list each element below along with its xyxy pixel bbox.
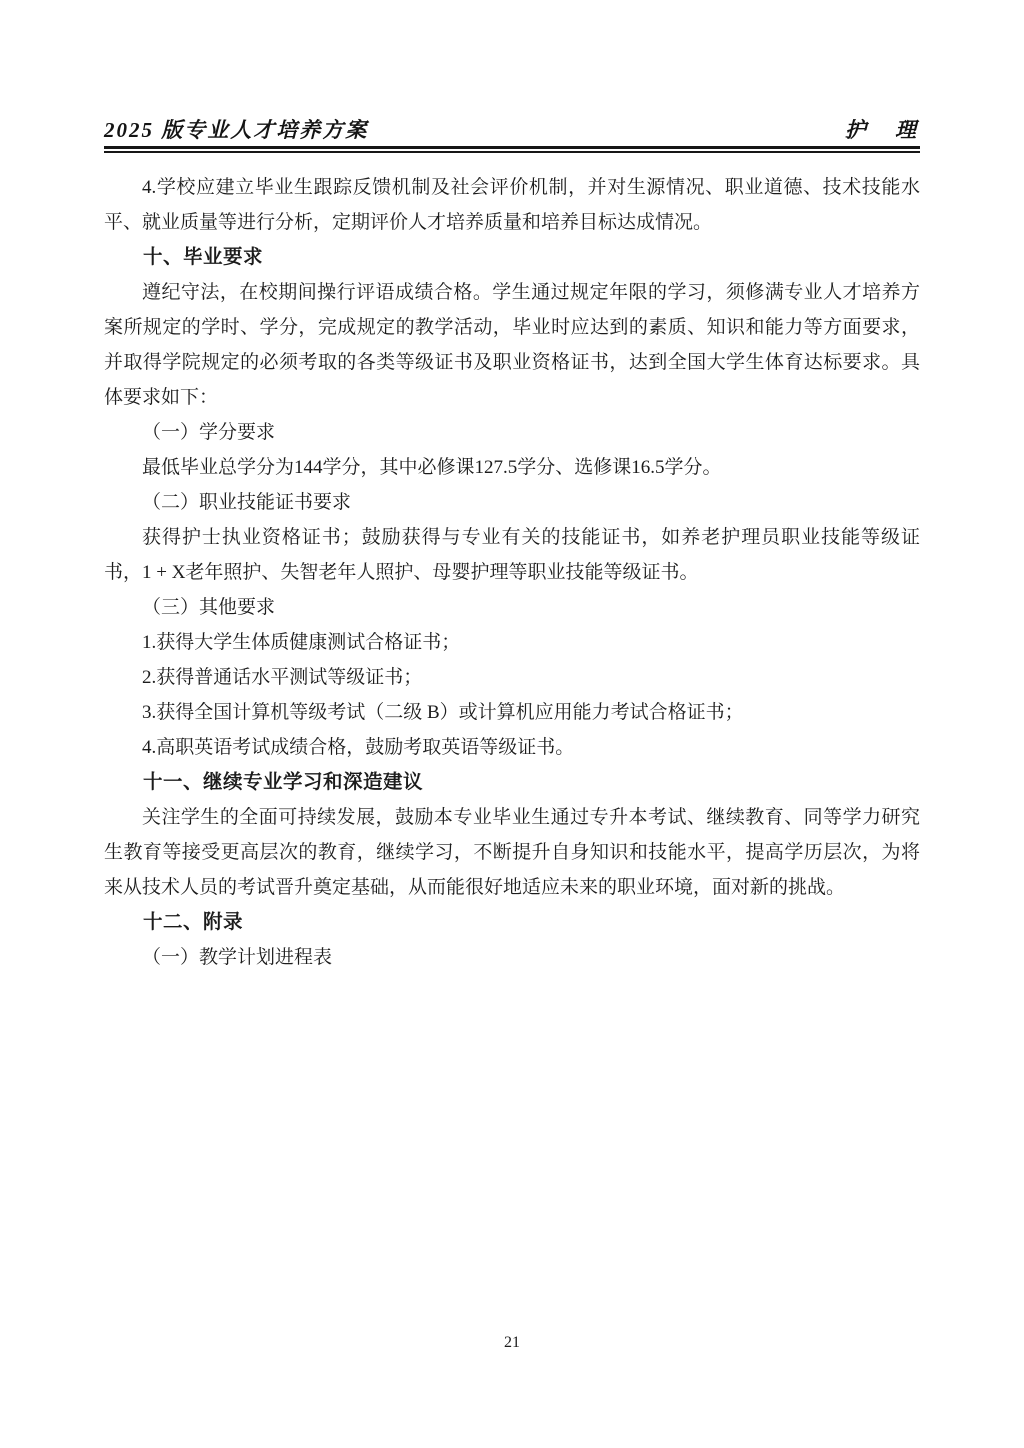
section-heading: 十、毕业要求 bbox=[143, 246, 264, 268]
section-heading: 十二、附录 bbox=[143, 911, 244, 933]
page-header bbox=[104, 114, 920, 144]
body-paragraph: 最低毕业总学分为144学分，其中必修课127.5学分、选修课16.5学分。 bbox=[142, 457, 722, 478]
header-rule-thick-line bbox=[104, 146, 920, 149]
document-content bbox=[104, 170, 920, 975]
body-paragraph: 2.获得普通话水平测试等级证书； bbox=[142, 667, 423, 688]
body-paragraph: 关注学生的全面可持续发展，鼓励本专业毕业生通过专升本考试、继续教育、同等学力研究生教育等接受更高层次的教育，继续学习，不断提升自身知识和技能水平，提高学历层次，为将来从技术人员的考试晋升奠定基础，从而能很好地适应未来的职业环境，面对新的挑战。 bbox=[104, 807, 920, 898]
section-heading: 十一、继续专业学习和深造建议 bbox=[143, 771, 424, 793]
body-paragraph: 获得护士执业资格证书；鼓励获得与专业有关的技能证书，如养老护理员职业技能等级证书，1 + X老年照护、失智老年人照护、母婴护理等职业技能等级证书。 bbox=[104, 527, 920, 583]
body-paragraph: （一）教学计划进程表 bbox=[142, 947, 333, 968]
body-paragraph: （一）学分要求 bbox=[142, 422, 276, 443]
page-footer bbox=[0, 1334, 1024, 1352]
body-paragraph: （三）其他要求 bbox=[142, 597, 276, 618]
body-paragraph: 遵纪守法，在校期间操行评语成绩合格。学生通过规定年限的学习，须修满专业人才培养方案所规定的学时、学分，完成规定的教学活动，毕业时应达到的素质、知识和能力等方面要求，并取得学院规定的必须考取的各类等级证书及职业资格证书，达到全国大学生体育达标要求。具体要求如下： bbox=[104, 282, 920, 408]
body-paragraph: 4.学校应建立毕业生跟踪反馈机制及社会评价机制，并对生源情况、职业道德、技术技能水平、就业质量等进行分析，定期评价人才培养质量和培养目标达成情况。 bbox=[104, 177, 920, 233]
header-right-title: 护 理 bbox=[845, 118, 920, 142]
body-paragraph: 1.获得大学生体质健康测试合格证书； bbox=[142, 632, 461, 653]
header-rule-thin-line bbox=[104, 151, 920, 153]
body-paragraph: 3.获得全国计算机等级考试（二级 B）或计算机应用能力考试合格证书； bbox=[142, 702, 744, 723]
body-paragraph: （二）职业技能证书要求 bbox=[142, 492, 352, 513]
page-number: 21 bbox=[504, 1334, 520, 1351]
header-left-title: 2025 版专业人才培养方案 bbox=[104, 118, 369, 142]
body-paragraph: 4.高职英语考试成绩合格，鼓励考取英语等级证书。 bbox=[142, 737, 575, 758]
header-rule bbox=[104, 146, 920, 153]
